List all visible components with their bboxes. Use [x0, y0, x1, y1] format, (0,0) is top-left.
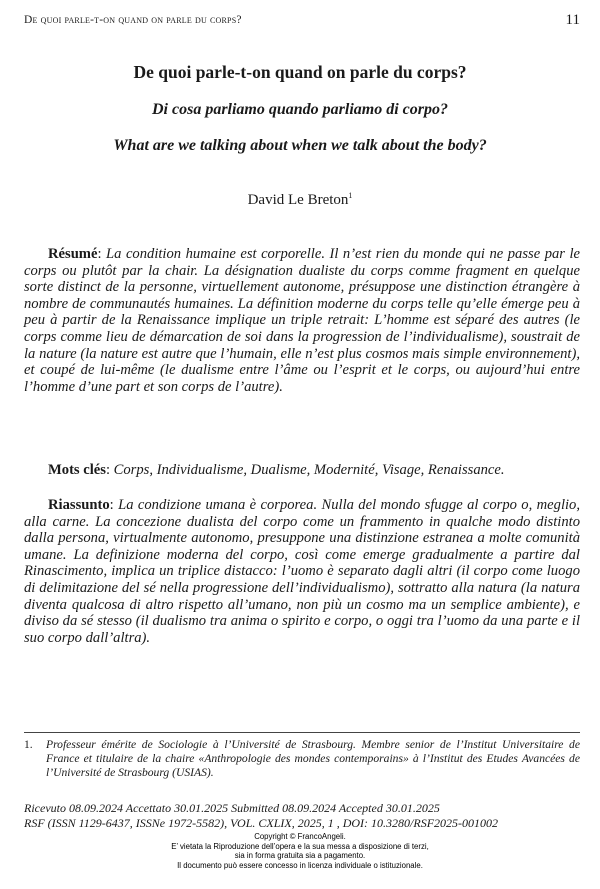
keywords-separator: :	[105, 462, 114, 478]
abstract-french-text: La condition humaine est corporelle. Il n’est rien du monde qui ne passe par le corps ou plutôt par la chair. La désignation dualiste du corps comme fragment en quelque sorte distinct de la personne, virtuellement autonome, présuppose une distinction étrangère à nombre de communautés humaines. La définition moderne du corps telle qu’elle émerge peu à peu à partir de la Renaissance implique un triple retrait: L’homme est séparé des autres (le corps comme lieu de démarcation de soi dans la progression de l’individualisme), soustrait de la nature (la nature est autre que l’humain, elle n’est plus cosmos mais simple environnement), et coupé de lui-même (le dualisme entre l’âme ou l’esprit et le corps, ou aujourd’hui entre l’homme d’une part et son corps de l’autre).	[24, 246, 581, 395]
keywords-label: Mots clés	[48, 462, 106, 478]
publication-info	[24, 801, 584, 831]
copyright-line-4: Il documento può essere concesso in licenza individuale o istituzionale.	[177, 860, 423, 870]
footnote-text: Professeur émérite de Sociologie à l’Université de Strasbourg. Membre senior de l’Institut Universitaire de France et titulaire de la chaire «Anthropologie des mondes contemporains» à l’Institut des Etudes Avancées de l’Université de Strasbourg (USIAS).	[46, 738, 580, 779]
abstract-italian-separator: :	[109, 497, 119, 513]
received-dates: Ricevuto 08.09.2024 Accettato 30.01.2025 Submitted 08.09.2024 Accepted 30.01.2025	[24, 801, 440, 815]
abstract-french-separator: :	[97, 246, 107, 262]
abstract-french-label: Résumé	[48, 246, 98, 262]
author-footnote-mark[interactable]: 1	[348, 191, 353, 200]
copyright-line-3: sia in forma gratuita sia a pagamento.	[234, 851, 366, 861]
article-title: De quoi parle-t-on quand on parle du corps?	[133, 62, 467, 82]
copyright-line-2: E’ vietata la Riproduzione dell’opera e la sua messa a disposizione di terzi,	[171, 841, 429, 851]
footnote-number: 1.	[24, 738, 33, 751]
keywords	[24, 462, 580, 479]
article-subtitle-english: What are we talking about when we talk about the body?	[113, 137, 487, 154]
footnote-divider	[24, 732, 580, 733]
keywords-text: Corps, Individualisme, Dualisme, Modernité, Visage, Renaissance.	[113, 462, 505, 478]
copyright-line-1: Copyright © FrancoAngeli.	[254, 832, 346, 841]
page-number: 11	[565, 12, 580, 28]
abstract-italian-label: Riassunto	[48, 497, 110, 513]
abstract-italian-text: La condizione umana è corporea. Nulla del mondo sfugge al corpo o, meglio, alla carne. La concezione dualista del corpo come un frammento in qualche modo distinto dalla persona, virtualmente autonomo, presuppone una distinzione estranea a molte comunità umane. La definizione moderna del corpo, così come emerge gradualmente a partire dal Rinascimento, implica un triplice distacco: l’uomo è separato dagli altri (il corpo come luogo di delimitazione del sé nella progressione dell’individualismo), sottratto alla natura (la natura diventa qualcosa di altro rispetto all’umano, non più un cosmo ma un semplice ambiente), e diviso da sé stesso (il dualismo tra anima o spirito e corpo, o oggi tra l’uomo da una parte e il suo corpo dall’altra).	[24, 497, 581, 646]
running-head: De quoi parle-t-on quand on parle du corps?	[24, 14, 242, 26]
abstract-italian	[24, 497, 580, 646]
copyright-notice	[0, 832, 600, 870]
article-subtitle-italian: Di cosa parliamo quando parliamo di corpo?	[151, 101, 449, 118]
author-line	[0, 192, 600, 209]
journal-citation: RSF (ISSN 1129-6437, ISSNe 1972-5582), VOL. CXLIX, 2025, 1 , DOI: 10.3280/RSF2025-001002	[24, 816, 499, 830]
abstract-french	[24, 246, 580, 395]
footnote	[24, 738, 580, 780]
author-name: David Le Breton	[247, 192, 349, 208]
